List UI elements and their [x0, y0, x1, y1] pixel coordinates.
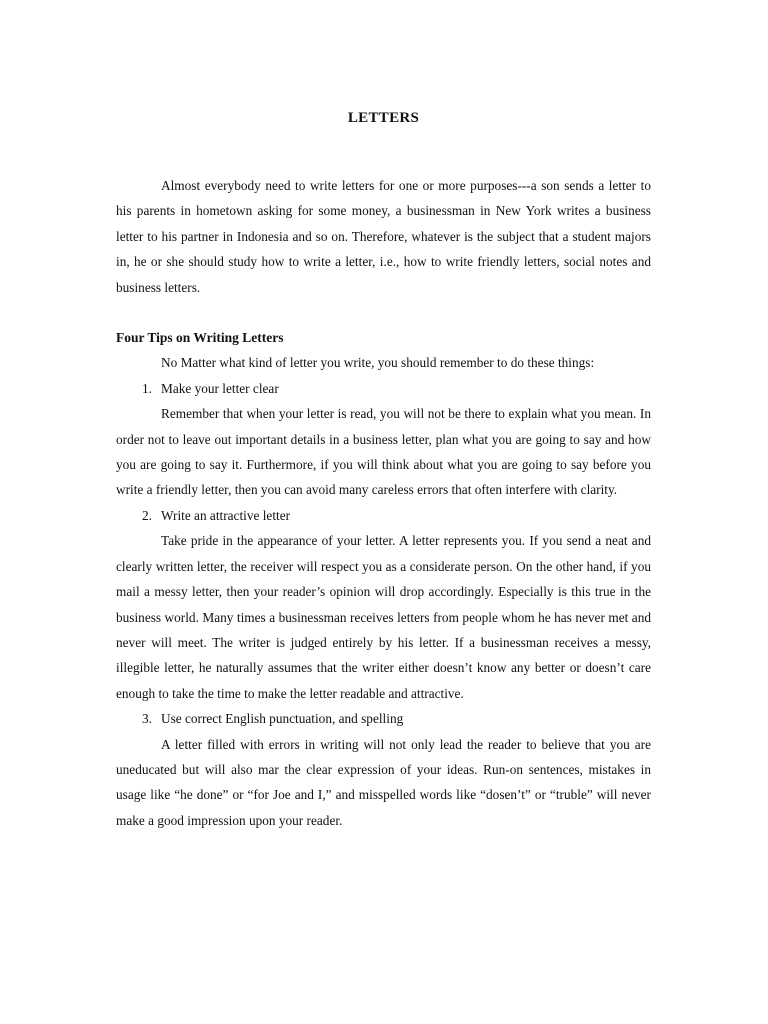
tip-number: 2.: [142, 507, 152, 523]
tip-number: 1.: [142, 380, 152, 396]
tip-label: Write an attractive letter: [161, 507, 291, 523]
tip-heading-3: [116, 706, 651, 731]
tip-heading-2: [116, 503, 651, 528]
tip-label: Make your letter clear: [161, 380, 279, 396]
section-heading: Four Tips on Writing Letters: [116, 330, 284, 346]
tip-label: Use correct English punctuation, and spelling: [161, 711, 404, 727]
tip-body-2: Take pride in the appearance of your letter. A letter represents you. If you send a neat and clearly written letter, the receiver will respect you as a considerate person. On the other hand, if you mail a messy letter, then your reader’s opinion will drop accordingly. Especially is this true in the business world. Many times a businessman receives letters from people whom he has never met and never will meet. The writer is judged entirely by his letter. If a businessman receives a messy, illegible letter, he naturally assumes that the writer either doesn’t know any better or doesn’t care enough to take the time to make the letter readable and attractive.: [116, 533, 651, 701]
intro-paragraph: Almost everybody need to write letters for one or more purposes---a son sends a letter to his parents in hometown asking for some money, a businessman in New York writes a business letter to his partner in Indonesia and so on. Therefore, whatever is the subject that a student majors in, he or she should study how to write a letter, i.e., how to write friendly letters, social notes and business letters.: [116, 178, 651, 295]
page-title: LETTERS: [347, 110, 420, 126]
section-intro-paragraph: No Matter what kind of letter you write, you should remember to do these things:: [161, 355, 595, 371]
tip-heading-1: [116, 376, 651, 401]
document-body: [116, 106, 651, 833]
tip-body-3: A letter filled with errors in writing will not only lead the reader to believe that you are uneducated but will also mar the clear expression of your ideas. Run-on sentences, mistakes in usage like “he done” or “for Joe and I,” and misspelled words like “dosen’t” or “truble” will never make a good impression upon your reader.: [116, 736, 651, 828]
tip-number: 3.: [142, 711, 152, 727]
tip-body-1: Remember that when your letter is read, you will not be there to explain what you mean. In order not to leave out important details in a business letter, plan what you are going to say and how you are going to say it. Furthermore, if you will think about what you are going to say before you write a friendly letter, then you can avoid many careless errors that often interfere with clarity.: [116, 406, 651, 498]
